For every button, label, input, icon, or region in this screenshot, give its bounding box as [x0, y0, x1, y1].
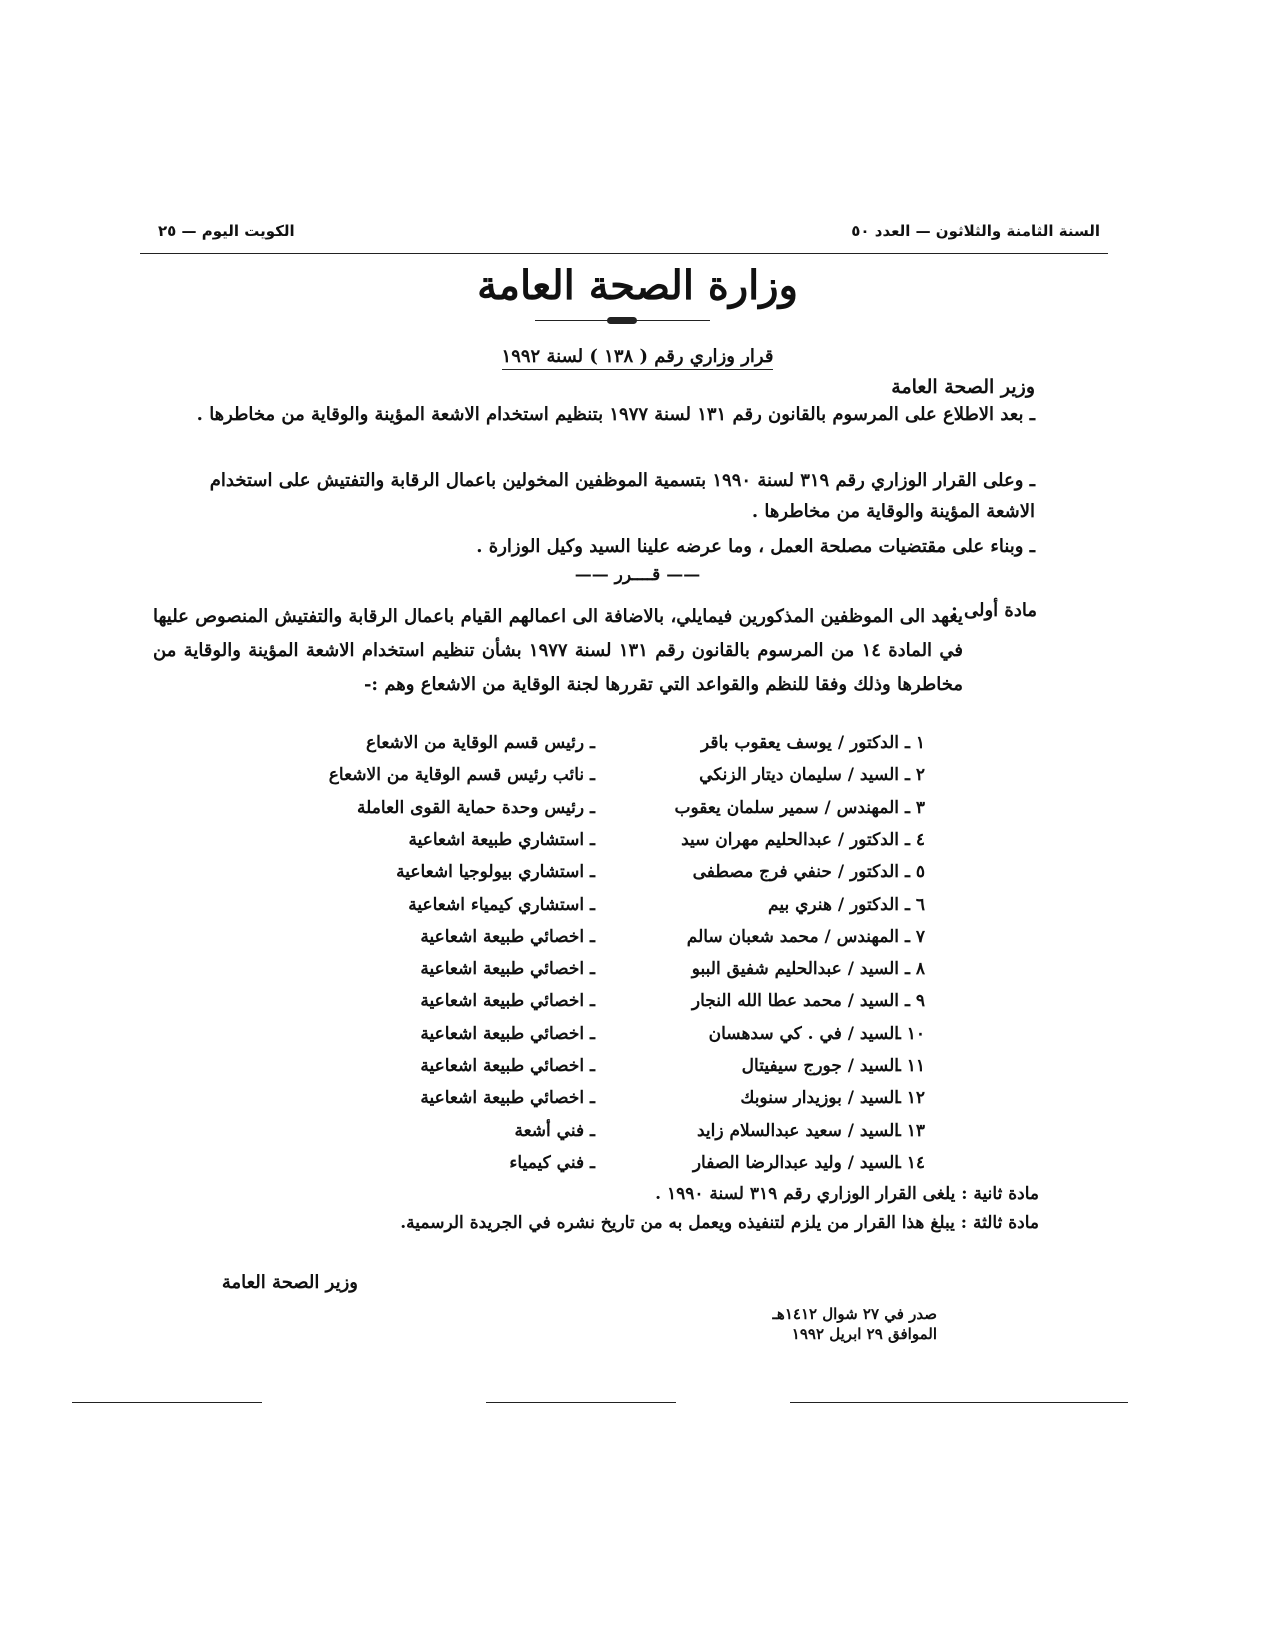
- member-name: المهندس / سمير سلمان يعقوب: [674, 798, 899, 818]
- member-number: ١٤ ـ: [895, 1153, 925, 1173]
- decision-title-text: قرار وزاري رقم ( ١٣٨ ) لسنة ١٩٩٢: [502, 346, 774, 370]
- member-row: [245, 798, 925, 828]
- member-number: ٣ ـ: [904, 798, 925, 818]
- member-row: [245, 1088, 925, 1118]
- preamble-paragraph-3: ـ وبناء على مقتضيات مصلحة العمل ، وما عرضه علينا السيد وكيل الوزارة .: [476, 536, 1035, 557]
- member-role: ـ اخصائي طبيعة اشعاعية: [420, 927, 595, 947]
- member-role: ـ استشاري بيولوجيا اشعاعية: [396, 862, 595, 882]
- member-number: ٩ ـ: [904, 991, 925, 1011]
- member-row: [245, 927, 925, 957]
- ministry-title: وزارة الصحة العامة: [477, 262, 798, 309]
- member-number: ١١ ـ: [895, 1056, 925, 1076]
- member-role: ـ اخصائي طبيعة اشعاعية: [420, 1056, 595, 1076]
- footer-rule-left: [72, 1402, 262, 1403]
- member-role: ـ رئيس قسم الوقاية من الاشعاع: [366, 733, 595, 753]
- member-name: الدكتور / يوسف يعقوب باقر: [700, 733, 899, 753]
- member-number: ١ ـ: [904, 733, 925, 753]
- issued-date-hijri: صدر في ٢٧ شوال ١٤١٢هـ: [772, 1305, 937, 1323]
- preamble-paragraph-1: ـ بعد الاطلاع على المرسوم بالقانون رقم ١٣١ لسنة ١٩٧٧ بتنظيم استخدام الاشعة المؤينة والوقاية من مخاطرها .: [196, 404, 1035, 425]
- issue-info: السنة الثامنة والثلاثون — العدد ٥٠: [851, 222, 1100, 240]
- member-name: السيد / سعيد عبدالسلام زايد: [696, 1121, 899, 1141]
- member-row: [245, 1121, 925, 1151]
- member-row: [245, 862, 925, 892]
- page-number-header: الكويت اليوم — ٢٥: [158, 222, 295, 240]
- member-number: ٥ ـ: [904, 862, 925, 882]
- member-row: [245, 959, 925, 989]
- member-name: السيد / محمد عطا الله النجار: [691, 991, 899, 1011]
- article-3: مادة ثالثة : يبلغ هذا القرار من يلزم لتنفيذه ويعمل به من تاريخ نشره في الجريدة الرسمية.: [400, 1213, 1039, 1233]
- issued-date-gregorian: الموافق ٢٩ ابريل ١٩٩٢: [791, 1325, 937, 1343]
- member-role: ـ استشاري كيمياء اشعاعية: [408, 895, 595, 915]
- member-row: [245, 1153, 925, 1183]
- member-role: ـ اخصائي طبيعة اشعاعية: [420, 1088, 595, 1108]
- article-1-label: مادة أولى :: [951, 600, 1037, 621]
- member-name: الدكتور / هنري بيم: [768, 895, 899, 915]
- member-name: السيد / سليمان ديتار الزنكي: [699, 765, 899, 785]
- member-number: ٧ ـ: [904, 927, 925, 947]
- member-role: ـ فني أشعة: [514, 1121, 595, 1141]
- member-role: ـ فني كيمياء: [509, 1153, 595, 1173]
- member-name: السيد / بوزيدار سنوبك: [740, 1088, 899, 1108]
- member-role: ـ رئيس وحدة حماية القوى العاملة: [357, 798, 595, 818]
- decision-title: [0, 346, 1275, 367]
- member-number: ١٣ ـ: [895, 1121, 925, 1141]
- member-number: ١٢ ـ: [895, 1088, 925, 1108]
- member-name: المهندس / محمد شعبان سالم: [686, 927, 899, 947]
- member-name: السيد / جورج سيفيتال: [741, 1056, 899, 1076]
- article-1-text: يعهد الى الموظفين المذكورين فيمايلي، بالاضافة الى اعمالهم القيام باعمال الرقابة والتفتيش المنصوص عليها في المادة ١٤ من المرسوم بالقانون رقم ١٣١ لسنة ١٩٧٧ بشأن تنظيم استخدام الاشعة المؤينة والوقاية من مخاطرها وذلك وفقا للنظم والقواعد التي تقررها لجنة الوقاية من الاشعاع وهم :-: [153, 606, 963, 695]
- member-row: [245, 830, 925, 860]
- footer-rule-right: [790, 1402, 1128, 1403]
- member-name: السيد / وليد عبدالرضا الصفار: [692, 1153, 899, 1173]
- ornament-divider: [535, 316, 710, 326]
- footer-rule-middle: [486, 1402, 676, 1403]
- member-row: [245, 765, 925, 795]
- member-number: ٨ ـ: [904, 959, 925, 979]
- decided-label: —— قــــرر ——: [574, 565, 701, 585]
- member-row: [245, 991, 925, 1021]
- member-role: ـ نائب رئيس قسم الوقاية من الاشعاع: [328, 765, 595, 785]
- member-name: الدكتور / حنفي فرج مصطفى: [692, 862, 899, 882]
- member-row: [245, 895, 925, 925]
- member-role: ـ اخصائي طبيعة اشعاعية: [420, 991, 595, 1011]
- member-name: السيد / في . كي سدهسان: [708, 1024, 899, 1044]
- ornament-dot: [607, 317, 637, 324]
- member-number: ٦ ـ: [904, 895, 925, 915]
- member-row: [245, 1024, 925, 1054]
- header-divider: [140, 253, 1108, 254]
- member-name: السيد / عبدالحليم شفيق الببو: [691, 959, 899, 979]
- member-number: ٤ ـ: [904, 830, 925, 850]
- preamble-paragraph-2: ـ وعلى القرار الوزاري رقم ٣١٩ لسنة ١٩٩٠ بتسمية الموظفين المخولين باعمال الرقابة والتفتيش على استخدام الاشعة المؤينة والوقاية من مخاطرها .: [209, 470, 1035, 522]
- article-2: مادة ثانية : يلغى القرار الوزاري رقم ٣١٩ لسنة ١٩٩٠ .: [655, 1184, 1039, 1204]
- member-row: [245, 1056, 925, 1086]
- member-role: ـ اخصائي طبيعة اشعاعية: [420, 959, 595, 979]
- member-name: الدكتور / عبدالحليم مهران سيد: [681, 830, 899, 850]
- member-number: ٢ ـ: [904, 765, 925, 785]
- minister-heading: وزير الصحة العامة: [891, 376, 1035, 398]
- member-role: ـ اخصائي طبيعة اشعاعية: [420, 1024, 595, 1044]
- member-number: ١٠ ـ: [895, 1024, 925, 1044]
- member-role: ـ استشاري طبيعة اشعاعية: [408, 830, 595, 850]
- signature-title: وزير الصحة العامة: [221, 1272, 358, 1293]
- member-row: [245, 733, 925, 763]
